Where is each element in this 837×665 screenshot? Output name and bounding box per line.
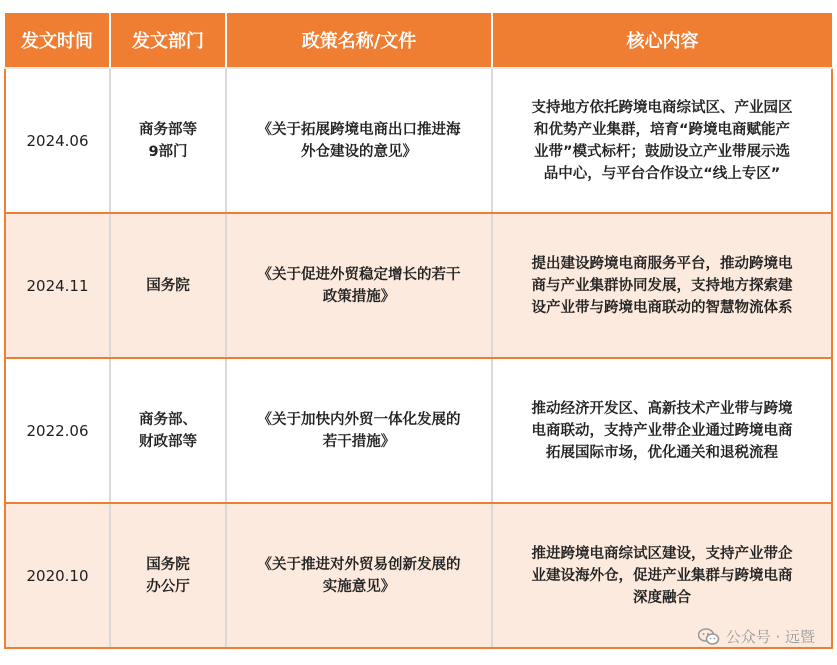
- watermark: [698, 626, 815, 647]
- content-line: 品中心，与平台合作设立“线上专区”: [543, 165, 781, 182]
- cell-title: [226, 213, 492, 358]
- dept-line: 9部门: [148, 143, 188, 160]
- title-line: 外仓建设的意见》: [301, 143, 417, 160]
- cell-dept: [110, 358, 226, 503]
- title-line: 实施意见》: [322, 578, 396, 595]
- content-line: 商与产业集群协同发展，支持地方探索建: [531, 277, 793, 294]
- cell-title: [226, 358, 492, 503]
- date-text: 2024.06: [26, 131, 89, 150]
- cell-content: [492, 358, 832, 503]
- title-line: 《关于推进对外贸易创新发展的: [257, 556, 461, 573]
- title-line: 《关于拓展跨境电商出口推进海: [257, 121, 461, 138]
- header-title: 政策名称/文件: [226, 13, 492, 68]
- content-line: 支持地方依托跨境电商综试区、产业园区: [531, 99, 793, 116]
- dept-line: 财政部等: [139, 433, 197, 450]
- policy-table: [4, 13, 833, 649]
- cell-date: [5, 503, 110, 648]
- content-line: 拓展国际市场，优化通关和退税流程: [546, 444, 778, 461]
- date-text: 2024.11: [26, 276, 89, 295]
- wechat-icon: [698, 628, 720, 646]
- dept-line: 商务部、: [139, 411, 197, 428]
- content-line: 和优势产业集群，培育“跨境电商赋能产: [533, 121, 791, 138]
- dept-line: 办公厅: [146, 578, 190, 595]
- cell-date: [5, 213, 110, 358]
- cell-content: [492, 213, 832, 358]
- content-line: 电商联动，支持产业带企业通过跨境电商: [531, 422, 793, 439]
- title-line: 《关于加快内外贸一体化发展的: [257, 411, 461, 428]
- header-content: 核心内容: [492, 13, 832, 68]
- table-row: [5, 358, 832, 503]
- cell-dept: [110, 503, 226, 648]
- date-text: 2020.10: [26, 566, 89, 585]
- watermark-text: 公众号 · 远暨: [725, 628, 815, 646]
- date-text: 2022.06: [26, 421, 89, 440]
- dept-line: 国务院: [146, 556, 190, 573]
- cell-title: [226, 68, 492, 213]
- content-line: 深度融合: [633, 589, 691, 606]
- table-row: [5, 213, 832, 358]
- content-line: 业带”模式标杆；鼓励设立产业带展示选: [533, 143, 791, 160]
- title-line: 《关于促进外贸稳定增长的若干: [257, 266, 461, 283]
- cell-date: [5, 68, 110, 213]
- cell-dept: [110, 213, 226, 358]
- table-row: [5, 68, 832, 213]
- cell-date: [5, 358, 110, 503]
- dept-line: 国务院: [146, 277, 190, 294]
- cell-title: [226, 503, 492, 648]
- content-line: 提出建设跨境电商服务平台，推动跨境电: [531, 255, 793, 272]
- content-line: 推进跨境电商综试区建设，支持产业带企: [531, 545, 793, 562]
- title-line: 若干措施》: [322, 433, 396, 450]
- header-date: 发文时间: [5, 13, 110, 68]
- cell-dept: [110, 68, 226, 213]
- dept-line: 商务部等: [139, 121, 197, 138]
- header-dept: 发文部门: [110, 13, 226, 68]
- policy-table-container: [4, 13, 831, 649]
- content-line: 业建设海外仓，促进产业集群与跨境电商: [531, 567, 793, 584]
- title-line: 政策措施》: [322, 288, 396, 305]
- content-line: 推动经济开发区、高新技术产业带与跨境: [531, 400, 793, 417]
- table-header-row: [5, 13, 832, 68]
- content-line: 设产业带与跨境电商联动的智慧物流体系: [531, 299, 793, 316]
- cell-content: [492, 68, 832, 213]
